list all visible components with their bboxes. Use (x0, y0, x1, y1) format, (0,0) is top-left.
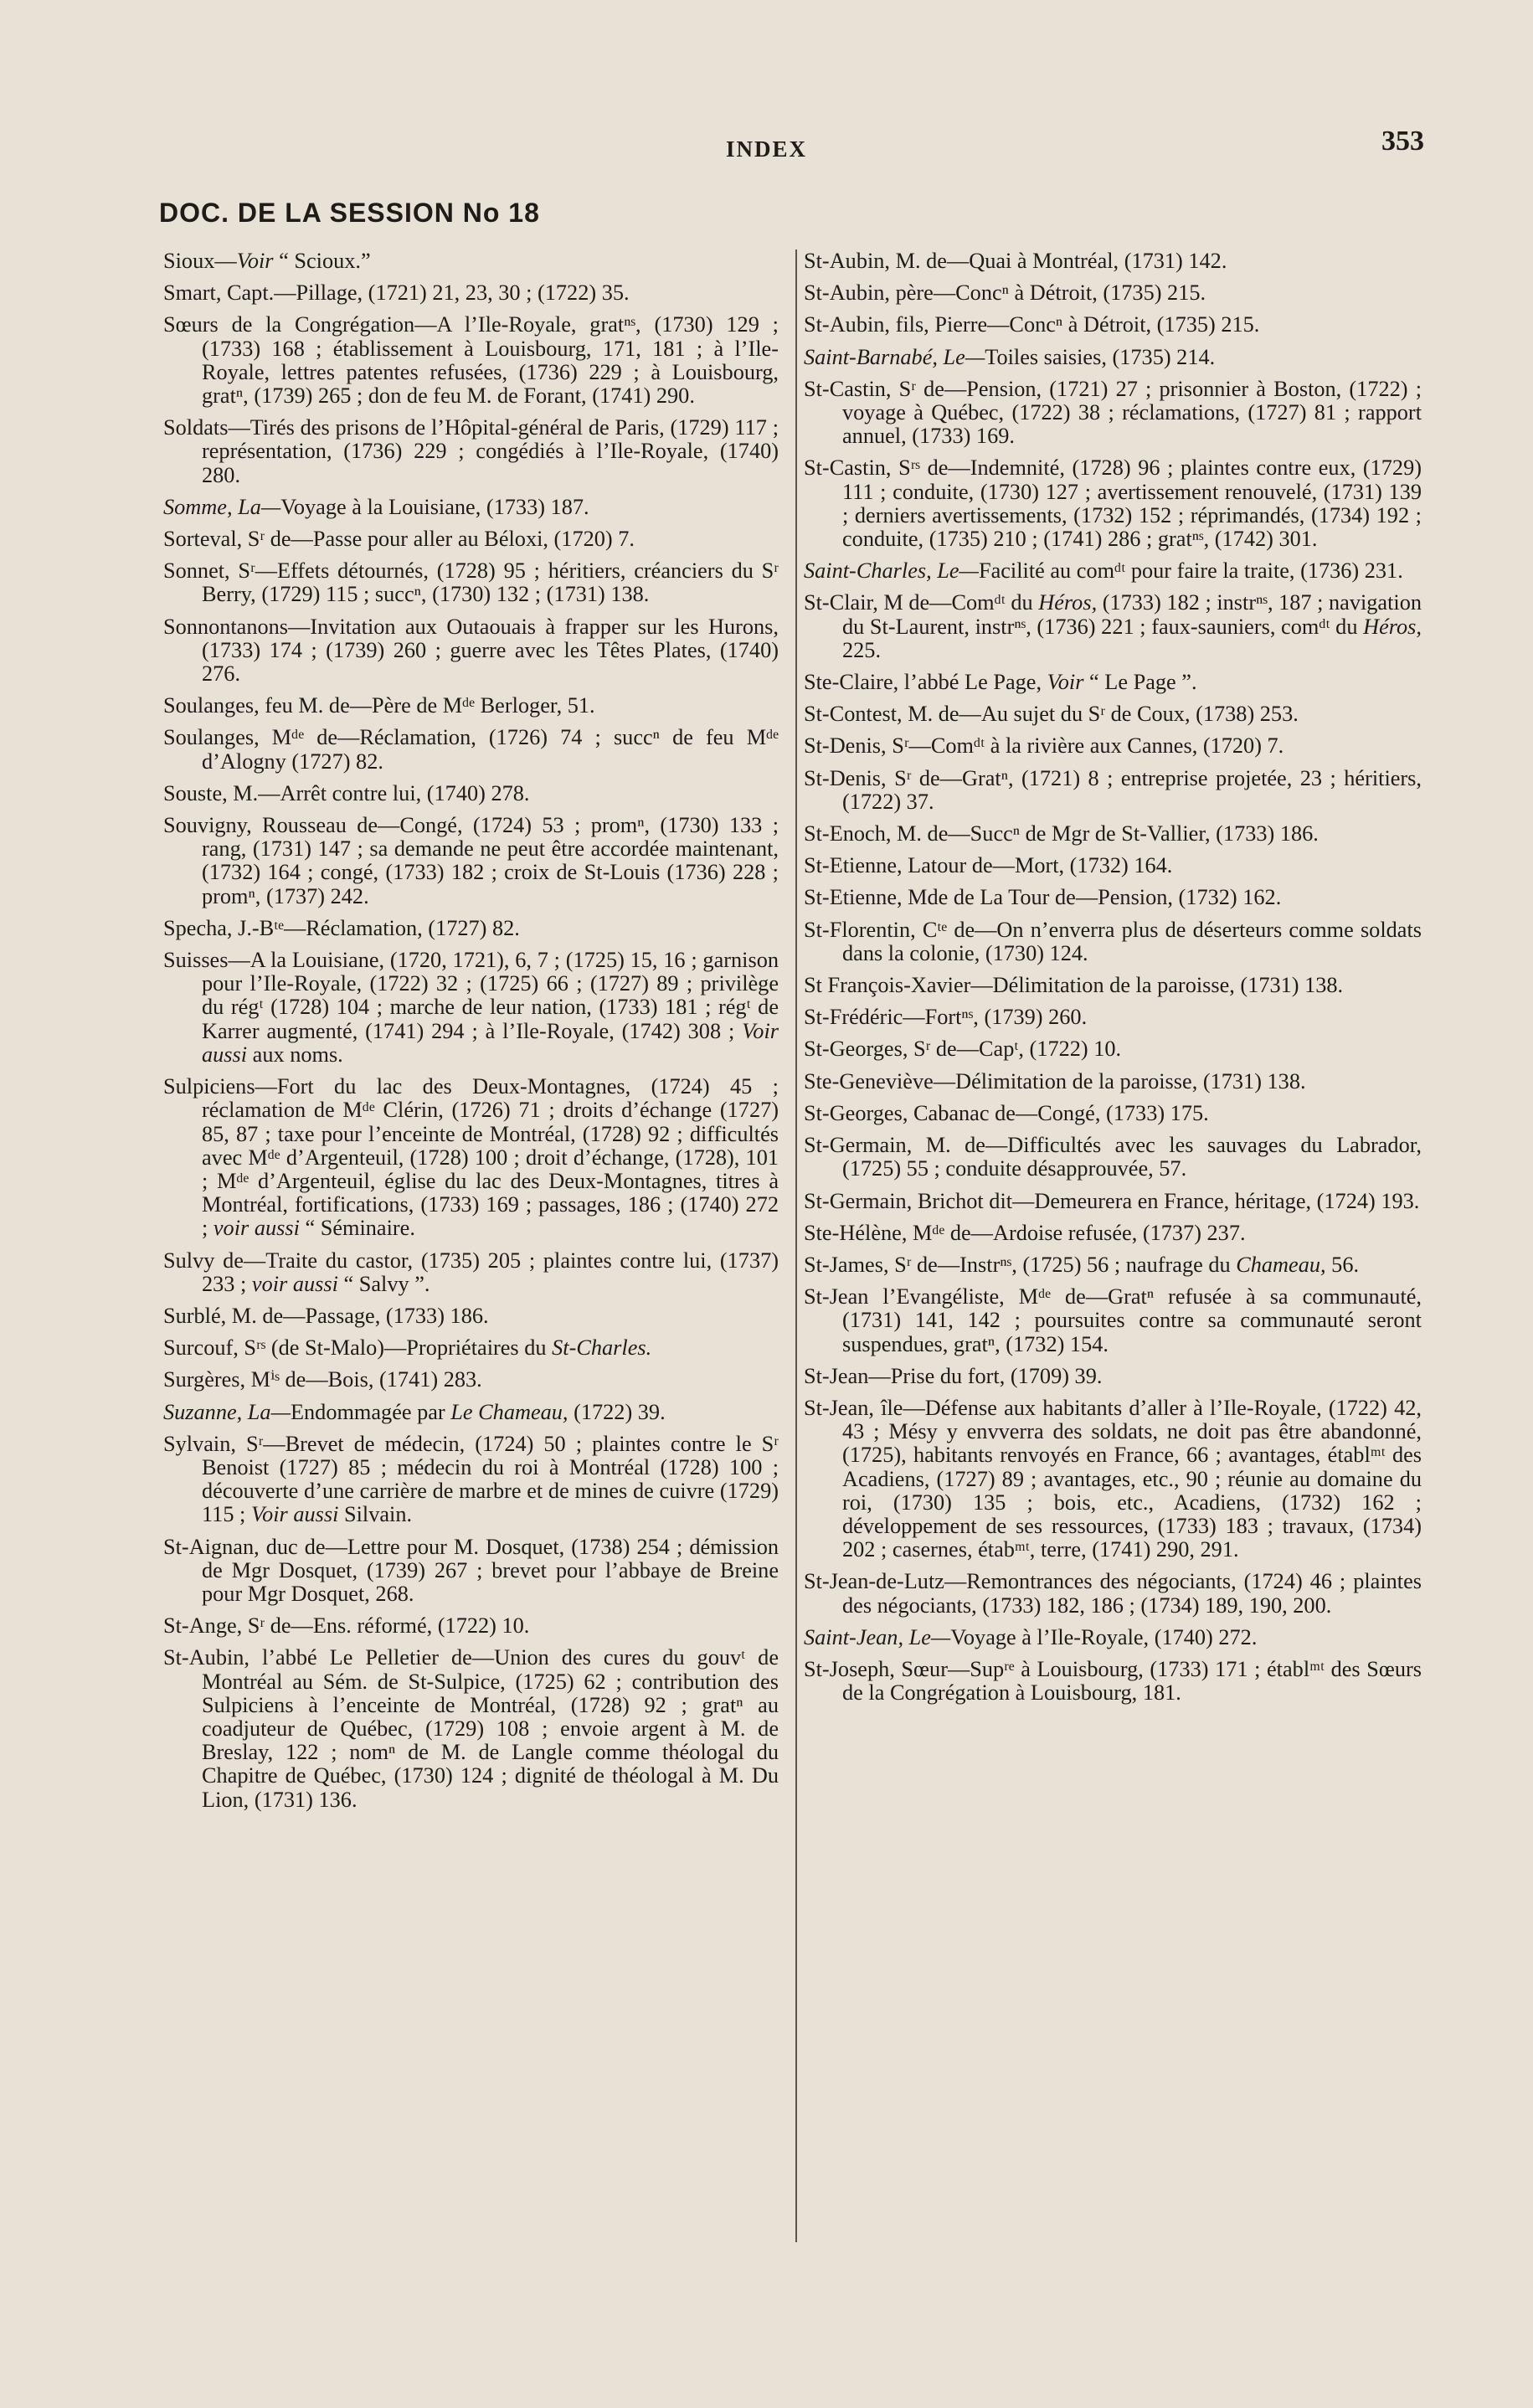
right-index-column (804, 250, 1422, 1713)
left-index-column (163, 250, 779, 1820)
index-entry (163, 1249, 779, 1296)
index-entry-text: St-Florentin, Cᵗᵉ de—On n’enverra plus de déserteurs comme soldats dans la colonie, (1730) 124. (804, 917, 1422, 965)
index-entry-text: St-Aubin, l’abbé Le Pelletier de—Union des cures du gouvᵗ de Montréal au Sém. de St-Sulpice, (1725) 62 ; contribution des Sulpiciens à l’enceinte de Montréal, (1728) 92 ; gratⁿ au coadjuteur de Québec, (1729) 108 ; envoie argent à M. de Breslay, 122 ; nomⁿ de M. de Langle comme théologal du Chapitre de Québec, (1730) 124 ; dignité de théologal à M. Du Lion, (1731) 136. (163, 1645, 779, 1812)
index-entry (804, 346, 1422, 369)
index-entry-italic-text: Saint-Charles, Le— (804, 558, 979, 584)
index-entry-text: Smart, Capt.—Pillage, (1721) 21, 23, 30 ; (1722) 35. (163, 280, 630, 306)
index-entry (804, 1570, 1422, 1617)
index-entry-text: St-Ange, Sʳ de—Ens. réformé, (1722) 10. (163, 1613, 530, 1639)
index-entry (804, 313, 1422, 337)
index-entry-text: St-Aignan, duc de—Lettre pour M. Dosquet, (1738) 254 ; démission de Mgr Dosquet, (1739) 267 ; brevet pour l’abbaye de Breine pour Mgr Dosquet, 268. (163, 1534, 779, 1606)
index-entry (804, 886, 1422, 909)
index-entry (163, 1304, 779, 1328)
index-entry (804, 1365, 1422, 1388)
index-entry-text: “ Scioux.” (273, 249, 371, 273)
index-entry-text: Facilité au comᵈᵗ pour faire la traite, (1736) 231. (978, 558, 1403, 584)
index-entry-text: St-Aubin, père—Concⁿ à Détroit, (1735) 215. (804, 280, 1206, 306)
session-heading: DOC. DE LA SESSION No 18 (159, 198, 540, 228)
index-entry-text: (1733) 182 ; instrⁿˢ, 187 ; navigation du St-Laurent, instrⁿˢ, (1736) 221 ; faux-sauniers, comᵈᵗ du (842, 590, 1422, 639)
index-entry (163, 782, 779, 805)
index-entry-text: St-Etienne, Mde de La Tour de—Pension, (1732) 162. (804, 885, 1282, 910)
index-entry-italic-text: Voir (236, 249, 274, 273)
index-entry-text: Sylvain, Sʳ—Brevet de médecin, (1724) 50 ; plaintes contre le Sʳ Benoist (1727) 85 ; médecin du roi à Montréal (1728) 100 ; découverte d’une carrière de marbre et de mines de cuivre (1729) 115 ; (163, 1431, 779, 1527)
index-entry-text: Surgères, Mⁱˢ de—Bois, (1741) 283. (163, 1367, 482, 1392)
index-entry (163, 416, 779, 487)
index-entry (804, 702, 1422, 726)
index-entry (804, 1070, 1422, 1093)
index-entry-italic-text: voir aussi (213, 1216, 300, 1241)
index-entry-text: Endommagée par (290, 1399, 451, 1424)
index-entry (804, 1626, 1422, 1649)
index-entry-text: Toiles saisies, (1735) 214. (985, 344, 1216, 369)
index-entry-italic-text: St-Charles. (552, 1335, 652, 1361)
index-entry (804, 734, 1422, 758)
index-entry-text: Ste-Geneviève—Délimitation de la paroisse, (1731) 138. (804, 1068, 1306, 1093)
index-entry-text: St-James, Sʳ de—Instrⁿˢ, (1725) 56 ; naufrage du (804, 1252, 1237, 1277)
index-entry (804, 1397, 1422, 1562)
index-entry (804, 1190, 1422, 1213)
index-entry (163, 1536, 779, 1607)
index-entry (163, 726, 779, 773)
index-entry (804, 1222, 1422, 1245)
index-entry (804, 1037, 1422, 1061)
index-entry-text: St-Georges, Cabanac de—Congé, (1733) 175. (804, 1100, 1209, 1125)
index-entry (163, 313, 779, 408)
index-entry (163, 1336, 779, 1360)
index-entry (804, 559, 1422, 583)
index-entry-text: Surblé, M. de—Passage, (1733) 186. (163, 1303, 489, 1328)
index-entry-text: Suisses—A la Louisiane, (1720, 1721), 6, 7 ; (1725) 15, 16 ; garnison pour l’Ile-Royale, (1722) 32 ; (1725) 66 ; (1727) 89 ; privilège du régᵗ (1728) 104 ; marche de leur nation, (1733) 181 ; régᵗ de Karrer augmenté, (1741) 294 ; à l’Ile-Royale, (1742) 308 ; (163, 948, 779, 1043)
index-entry (163, 250, 779, 273)
index-entry-text: St-Contest, M. de—Au sujet du Sʳ de Coux, (1738) 253. (804, 702, 1299, 727)
index-entry (163, 1433, 779, 1527)
index-entry-text: Souvigny, Rousseau de—Congé, (1724) 53 ; promⁿ, (1730) 133 ; rang, (1731) 147 ; sa demande ne peut être accordée maintenant, (1732) 164 ; congé, (1733) 182 ; croix de St-Louis (1736) 228 ; promⁿ, (1737) 242. (163, 813, 779, 908)
index-entry (804, 281, 1422, 305)
index-entry-text: “ Le Page ”. (1083, 670, 1197, 695)
index-entry (163, 615, 779, 687)
index-entry (163, 527, 779, 551)
index-entry-text: (1722) 39. (568, 1399, 666, 1424)
index-entry-text: Ste-Claire, l’abbé Le Page, (804, 670, 1047, 695)
index-entry-text: St-Castin, Sʳˢ de—Indemnité, (1728) 96 ; plaintes contre eux, (1729) 111 ; conduite, (1730) 127 ; avertissement renouvelé, (1731) 139 ; derniers avertissements, (1732) 152 ; réprimandés, (1734) 192 ; conduite, (1735) 210 ; (1741) 286 ; gratⁿˢ, (1742) 301. (804, 455, 1422, 552)
index-entry (163, 1614, 779, 1638)
index-entry-text: Sonnet, Sʳ—Effets détournés, (1728) 95 ; héritiers, créanciers du Sʳ Berry, (1729) 115 ; succⁿ, (1730) 132 ; (1731) 138. (163, 558, 779, 607)
index-entry (163, 1368, 779, 1392)
index-entry-text: Souste, M.—Arrêt contre lui, (1740) 278. (163, 780, 530, 805)
index-entry-text: Sulvy de—Traite du castor, (1735) 205 ; plaintes contre lui, (1737) 233 ; (163, 1248, 779, 1296)
index-entry-italic-text: Voir aussi (202, 1018, 779, 1067)
index-entry (804, 1134, 1422, 1181)
index-entry-italic-text: Saint-Jean, Le— (804, 1624, 951, 1649)
index-entry (163, 917, 779, 940)
index-entry (163, 1646, 779, 1811)
index-entry (804, 1006, 1422, 1029)
index-entry-text: St-Etienne, Latour de—Mort, (1732) 164. (804, 853, 1173, 878)
index-entry (163, 1075, 779, 1240)
index-entry-text: Sœurs de la Congrégation—A l’Ile-Royale, gratⁿˢ, (1730) 129 ; (1733) 168 ; établissement à Louisbourg, 171, 181 ; à l’Ile-Royale, lettres patentes refusées, (1736) 229 ; à Louisbourg, gratⁿ, (1739) 265 ; don de feu M. de Forant, (1741) 290. (163, 312, 779, 409)
index-entry-italic-text: Suzanne, La— (163, 1399, 291, 1424)
index-entry-italic-text: voir aussi (251, 1271, 338, 1296)
index-entry-text: 56. (1325, 1252, 1360, 1277)
index-entry-italic-text: Somme, La— (163, 494, 281, 519)
index-entry (163, 814, 779, 908)
index-entry (163, 1401, 779, 1424)
index-entry-text: St-Germain, M. de—Difficultés avec les sauvages du Labrador, (1725) 55 ; conduite désapprouvée, 57. (804, 1133, 1422, 1181)
index-entry (804, 918, 1422, 965)
index-entry-text: St-Denis, Sʳ de—Gratⁿ, (1721) 8 ; entreprise projetée, 23 ; héritiers, (1722) 37. (804, 765, 1422, 814)
index-entry-text: Sulpiciens—Fort du lac des Deux-Montagnes, (1724) 45 ; réclamation de Mᵈᵉ Clérin, (1726) 71 ; droits d’échange (1727) 85, 87 ; taxe pour l’enceinte de Montréal, (1728) 92 ; difficultés avec Mᵈᵉ d’Argenteuil, (1728) 100 ; droit d’échange, (1728), 101 ; Mᵈᵉ d’Argenteuil, église du lac des Deux-Montagnes, titres à Montréal, fortifications, (1733) 169 ; passages, 186 ; (1740) 272 ; (163, 1074, 779, 1241)
index-entry (804, 767, 1422, 814)
index-entry-text: Specha, J.-Bᵗᵉ—Réclamation, (1727) 82. (163, 915, 520, 940)
index-entry-italic-text: Héros, (1038, 590, 1098, 615)
index-entry-italic-text: Saint-Barnabé, Le— (804, 344, 985, 369)
index-entry-italic-text: Voir (1047, 670, 1084, 695)
running-title: INDEX (725, 136, 807, 162)
index-entry-text: Soulanges, feu M. de—Père de Mᵈᵉ Berloger, 51. (163, 693, 595, 718)
index-entry (804, 974, 1422, 997)
index-entry-text: Soulanges, Mᵈᵉ de—Réclamation, (1726) 74 ; succⁿ de feu Mᵈᵉ d’Alogny (1727) 82. (163, 725, 779, 774)
index-entry (804, 378, 1422, 449)
index-entry (804, 591, 1422, 662)
index-entry (804, 1658, 1422, 1705)
index-entry-italic-text: Voir aussi (250, 1502, 339, 1527)
index-entry-text: St-Jean, île—Défense aux habitants d’aller à l’Ile-Royale, (1722) 42, 43 ; Mésy y envverra des soldats, ne doit pas être abandonné, (1725), habitants renvoyés en France, 66 ; avantages, établᵐᵗ des Acadiens, (1727) 89 ; avantages, etc., 90 ; réunie au domaine du roi, (1730) 135 ; bois, etc., Acadiens, (1732) 162 ; développement de ses ressources, (1733) 183 ; travaux, (1734) 202 ; casernes, étabᵐᵗ, terre, (1741) 290, 291. (804, 1395, 1422, 1562)
index-entry-text: St-Aubin, M. de—Quai à Montréal, (1731) 142. (804, 249, 1227, 273)
index-entry (804, 854, 1422, 877)
index-entry (804, 671, 1422, 694)
index-entry (804, 456, 1422, 551)
index-entry-text: Sioux— (163, 249, 237, 273)
index-entry-text: Sorteval, Sʳ de—Passe pour aller au Béloxi, (1720) 7. (163, 527, 635, 552)
index-entry (163, 559, 779, 606)
index-entry-text: St-Clair, M de—Comᵈᵗ du (804, 590, 1039, 615)
index-entry-text: St-Jean—Prise du fort, (1709) 39. (804, 1363, 1103, 1388)
index-entry-text: “ Séminaire. (299, 1216, 415, 1241)
index-entry (163, 694, 779, 718)
index-entry-text: St-Enoch, M. de—Succⁿ de Mgr de St-Vallier, (1733) 186. (804, 821, 1319, 846)
index-entry-italic-text: Héros, (1363, 614, 1422, 639)
index-entry (804, 1102, 1422, 1125)
page-number: 353 (1381, 126, 1424, 157)
index-entry-italic-text: Chameau, (1236, 1252, 1326, 1277)
index-entry-italic-text: Le Chameau, (450, 1399, 568, 1424)
index-entry-text: St-Denis, Sʳ—Comᵈᵗ à la rivière aux Cannes, (1720) 7. (804, 733, 1284, 759)
index-entry (163, 949, 779, 1067)
index-entry-text: St-Jean l’Evangéliste, Mᵈᵉ de—Gratⁿ refusée à sa communauté, (1731) 141, 142 ; poursuites contre sa communauté seront suspendues, gratⁿ, (1732) 154. (804, 1284, 1422, 1356)
index-entry (804, 250, 1422, 273)
index-entry-text: Silvain. (338, 1502, 413, 1527)
index-entry-text: St-Germain, Brichot dit—Demeurera en France, héritage, (1724) 193. (804, 1188, 1420, 1213)
index-entry (804, 1285, 1422, 1356)
index-entry-text: 225. (842, 637, 882, 662)
index-entry-text: aux noms. (247, 1042, 343, 1067)
index-entry-text: Sonnontanons—Invitation aux Outaouais à frapper sur les Hurons, (1733) 174 ; (1739) 260 ; guerre avec les Têtes Plates, (1740) 276. (163, 614, 779, 687)
column-divider (795, 250, 797, 2242)
index-entry-text: Voyage à la Louisiane, (1733) 187. (280, 494, 589, 519)
index-entry (163, 281, 779, 305)
index-entry-text: Surcouf, Sʳˢ (de St-Malo)—Propriétaires du (163, 1335, 553, 1361)
index-entry-text: St-Castin, Sʳ de—Pension, (1721) 27 ; prisonnier à Boston, (1722) ; voyage à Québec, (1722) 38 ; réclamations, (1727) 81 ; rapport annuel, (1733) 169. (804, 376, 1422, 449)
index-entry-text: “ Salvy ”. (337, 1271, 430, 1296)
index-entry (804, 1253, 1422, 1277)
index-entry (804, 822, 1422, 846)
index-entry-text: Soldats—Tirés des prisons de l’Hôpital-général de Paris, (1729) 117 ; représentation, (1736) 229 ; congédiés à l’Ile-Royale, (1740) 280. (163, 415, 779, 487)
index-entry-text: St-Jean-de-Lutz—Remontrances des négociants, (1724) 46 ; plaintes des négociants, (1733) 182, 186 ; (1734) 189, 190, 200. (804, 1569, 1422, 1618)
index-entry-text: St-Aubin, fils, Pierre—Concⁿ à Détroit, (1735) 215. (804, 312, 1260, 337)
index-entry (163, 496, 779, 519)
index-entry-text: St-Frédéric—Fortⁿˢ, (1739) 260. (804, 1005, 1088, 1030)
index-entry-text: St-Joseph, Sœur—Supʳᵉ à Louisbourg, (1733) 171 ; établᵐᵗ des Sœurs de la Congrégation à Louisbourg, 181. (804, 1656, 1422, 1706)
index-entry-text: St-Georges, Sʳ de—Capᵗ, (1722) 10. (804, 1037, 1122, 1062)
index-entry-text: Ste-Hélène, Mᵈᵉ de—Ardoise refusée, (1737) 237. (804, 1220, 1246, 1245)
index-entry-text: St François-Xavier—Délimitation de la paroisse, (1731) 138. (804, 973, 1344, 998)
index-entry-text: Voyage à l’Ile-Royale, (1740) 272. (950, 1624, 1258, 1649)
